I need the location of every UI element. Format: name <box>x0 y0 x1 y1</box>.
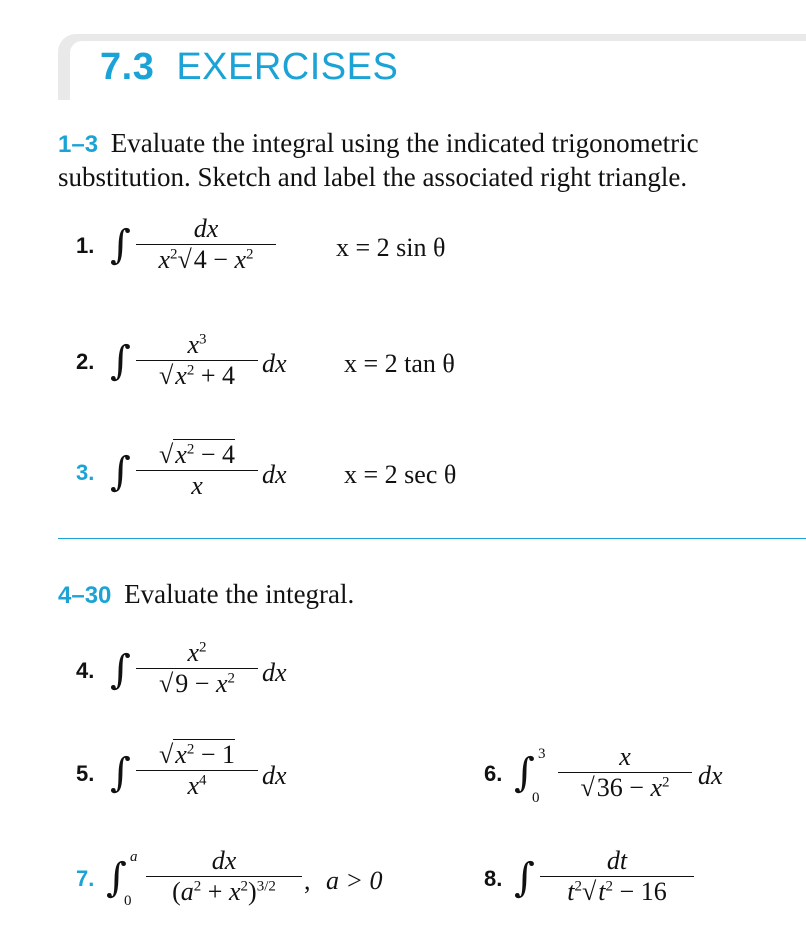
integral-sign: ∫ <box>110 750 131 796</box>
section-title <box>100 46 398 89</box>
integral-sign: ∫ <box>110 222 131 268</box>
problem-5-fraction: $√x^2 - 1$ $x^4$ <box>136 740 258 801</box>
problem-4-dx: dx <box>262 658 287 687</box>
problem-2-substitution: x = 2 tan θ <box>344 349 455 378</box>
problem-4-fraction: $x^2$ $√9 - x^2$ <box>136 638 258 699</box>
problem-3-number: 3. <box>76 460 95 485</box>
integral-sign: ∫ <box>514 855 535 901</box>
instruction-1 <box>58 126 699 162</box>
integral-sign: ∫ <box>514 750 535 796</box>
section-number: 7.3 <box>100 46 155 88</box>
integral-sign: ∫ <box>110 449 131 495</box>
problem-6-number: 6. <box>484 761 503 786</box>
problem-5-dx: dx <box>262 761 287 790</box>
section-name: EXERCISES <box>176 46 399 88</box>
problem-2-fraction: $x^3$ $√x^2 + 4$ <box>136 330 258 391</box>
section-divider <box>58 538 806 539</box>
instruction-1-line2: substitution. Sketch and label the associated right triangle. <box>58 162 688 192</box>
instruction-2 <box>58 577 354 613</box>
problem-3-substitution: x = 2 sec θ <box>344 460 457 489</box>
problem-8-fraction: dt $t^2√t^2 - 16$ <box>540 846 694 907</box>
integral-sign: ∫ <box>106 855 127 901</box>
problem-1-fraction: dx $x^2√4 - x^2$ <box>136 214 276 275</box>
problem-7-upper-limit: a <box>130 849 138 865</box>
integral-sign: ∫ <box>110 647 131 693</box>
instruction-1-line1: Evaluate the integral using the indicated trigonometric <box>110 128 699 158</box>
problem-7-comma: , <box>304 866 311 895</box>
problem-7-fraction: dx $(a^2 + x^2)^{3/2}$ <box>146 846 302 907</box>
problem-8-number: 8. <box>484 866 503 891</box>
instruction-2-text: Evaluate the integral. <box>124 579 355 609</box>
problem-4-number: 4. <box>76 658 95 683</box>
problem-1-substitution: x = 2 sin θ <box>336 233 446 262</box>
range-1-3: 1–3 <box>58 131 99 158</box>
problem-1-number: 1. <box>76 233 95 258</box>
problem-3-dx: dx <box>262 460 287 489</box>
problem-2-dx: dx <box>262 349 287 378</box>
problem-6-lower-limit: 0 <box>532 790 540 806</box>
integral-sign: ∫ <box>110 338 131 384</box>
range-4-30: 4–30 <box>58 582 112 609</box>
problem-6-upper-limit: 3 <box>538 746 546 762</box>
problem-7-lower-limit: 0 <box>124 893 132 909</box>
problem-6-fraction: x $√36 - x^2$ <box>558 742 692 803</box>
problem-2-number: 2. <box>76 349 95 374</box>
problem-3-fraction: $√x^2 - 4$ x <box>136 440 258 501</box>
problem-7-number: 7. <box>76 866 95 891</box>
problem-5-number: 5. <box>76 761 95 786</box>
problem-7-condition: a > 0 <box>326 866 383 895</box>
problem-6-dx: dx <box>698 761 723 790</box>
